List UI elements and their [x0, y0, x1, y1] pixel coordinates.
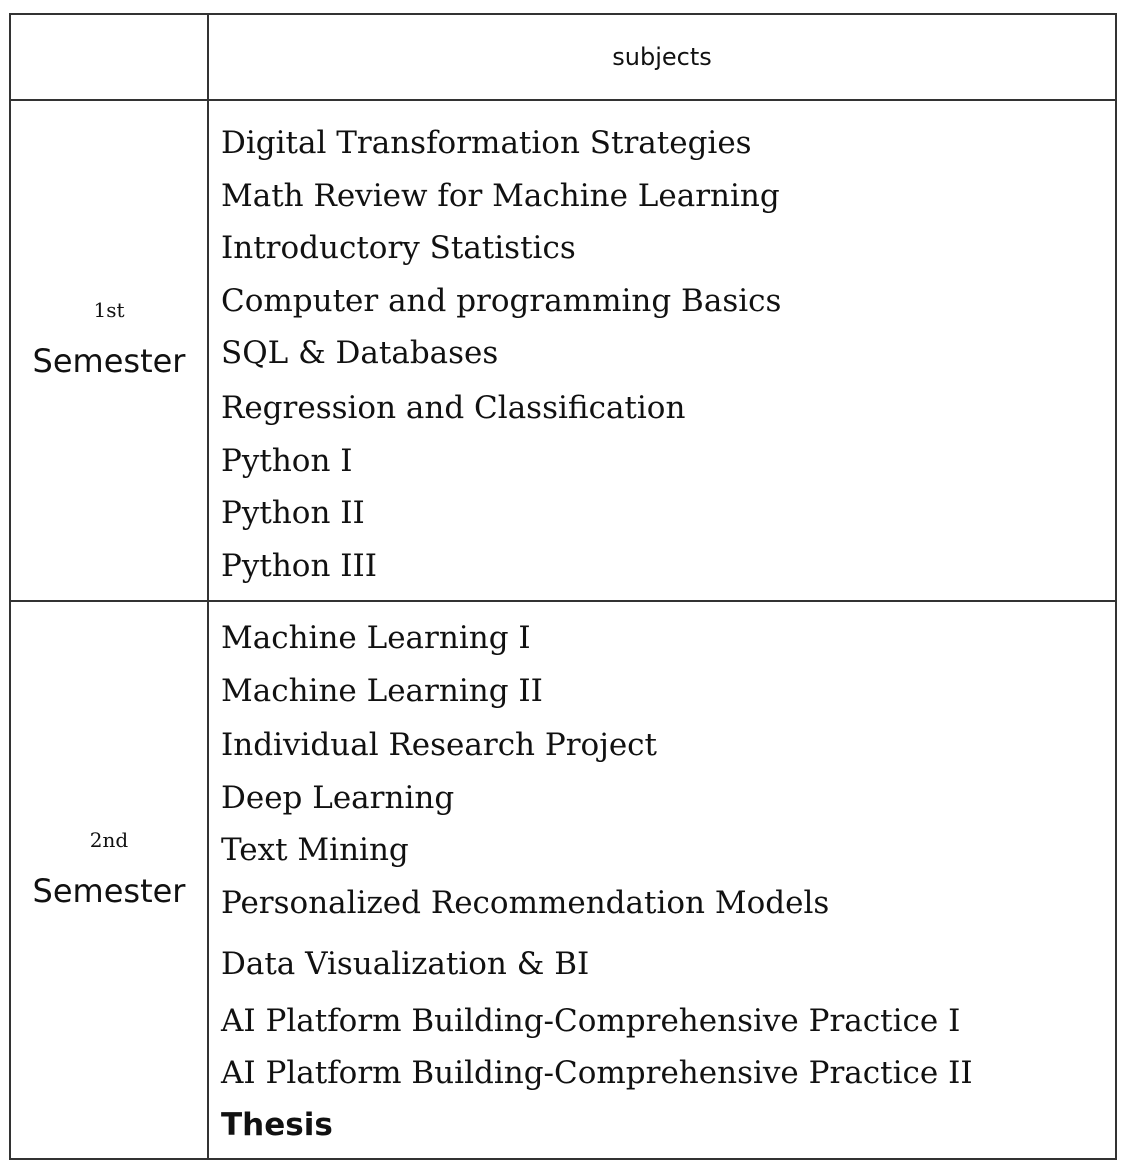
subject-item: Personalized Recommendation Models	[221, 885, 830, 921]
subject-item: Computer and programming Basics	[221, 283, 782, 319]
subject-item: Text Mining	[221, 832, 409, 868]
semester-row-divider	[11, 600, 1115, 602]
semester-2-word: Semester	[32, 872, 186, 910]
semester-2-label	[11, 826, 207, 914]
semester-1-label	[11, 296, 207, 384]
subject-item: SQL & Databases	[221, 335, 499, 371]
subject-item: Python II	[221, 495, 365, 531]
subject-item: Individual Research Project	[221, 727, 657, 763]
header-corner-cell	[11, 15, 207, 99]
subject-item: AI Platform Building-Comprehensive Practice II	[221, 1055, 973, 1091]
semester-2-ordinal: 2nd	[89, 828, 129, 852]
subjects-header: subjects	[612, 43, 712, 71]
subject-item: Machine Learning II	[221, 673, 543, 709]
subject-item: Deep Learning	[221, 780, 455, 816]
subject-item: AI Platform Building-Comprehensive Practice I	[221, 1003, 961, 1039]
subject-item: Regression and Classification	[221, 390, 686, 426]
column-divider	[207, 15, 209, 1158]
subject-item: Introductory Statistics	[221, 230, 576, 266]
subject-item-thesis: Thesis	[221, 1107, 333, 1143]
subject-item: Data Visualization & BI	[221, 946, 590, 982]
subject-item: Machine Learning I	[221, 620, 531, 656]
semester-1-word: Semester	[32, 342, 186, 380]
curriculum-table	[9, 13, 1117, 1160]
semester-1-ordinal: 1st	[93, 298, 125, 322]
header-row-divider	[11, 99, 1115, 101]
subject-item: Digital Transformation Strategies	[221, 125, 752, 161]
subject-item: Python I	[221, 443, 353, 479]
subject-item: Math Review for Machine Learning	[221, 178, 780, 214]
subject-item: Python III	[221, 548, 378, 584]
